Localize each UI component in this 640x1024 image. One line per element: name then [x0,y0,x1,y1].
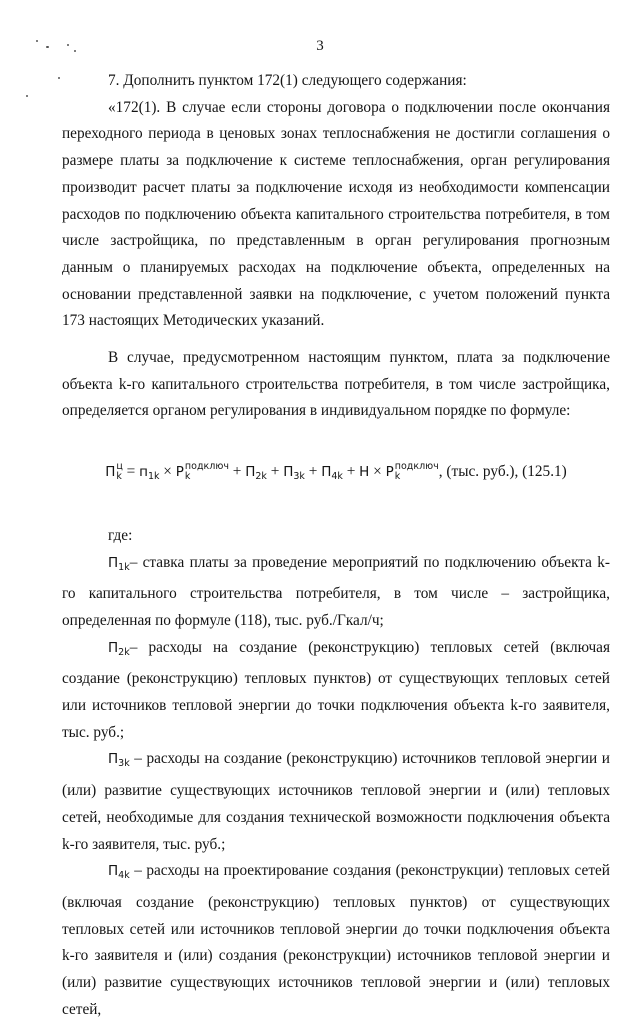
formula-power-1: P подключ k [175,461,229,483]
document-body [62,68,610,1024]
formula-125-1: П ц k = $п_{1k} \times P$ подключ k + $П_{2k} + П_{3k} + П_{4k} + Н \times P$ подключ k , (тыс. руб.), (125.1) [105,461,567,483]
formula-term-1: $п_{1k}$ [139,464,160,483]
where-label: где: [108,526,133,544]
scan-speck [58,77,60,79]
symbol-p3k: $П_{3k}$ [108,751,130,770]
page-number: 3 [316,38,324,54]
definition-p3k: $П_{3k}$ – расходы на создание (реконструкцию) источников тепловой энергии и (или) развитие существующих источников тепловой энергии и (или) тепловых сетей, необходимые для создания технической возможности подключения объекта k-го заявителя, тыс. руб.; [62,750,610,853]
paragraph-172-1: «172(1). В случае если стороны договора о подключении после окончания переходного периода в ценовых зонах теплоснабжения не достигли соглашения о размере платы за подключение к системе теплоснабжения, орган регулирования производит расчет платы за подключение исходя из необходимости компенсации расходов по подключению объекта капитального строительства потребителя, в том числе застройщика, по представленным в орган регулирования прогнозным данным о планируемых расходах на подключение объекта, определенных на основании представленной заявки на подключение, с учетом положений пункта 173 настоящих Методических указаний. [62,98,610,330]
formula-term-4: $П_{4k}$ [321,464,343,483]
formula-lhs: П ц k [105,461,123,483]
paragraph-item-7: 7. Дополнить пунктом 172(1) следующего содержания: [108,72,467,89]
formula-tail: , (тыс. руб.), (125.1) [438,463,567,481]
formula-term-3: $П_{3k}$ [283,464,305,483]
formula-term-2: $П_{2k}$ [245,464,267,483]
definition-p1k: $П_{1k}-$ ставка платы за проведение мероприятий по подключению объекта k-го капитального строительства потребителя, в том числе – застройщика, определенная по формуле (118), тыс. руб./Гкал/ч; [62,553,610,629]
scan-speck [26,95,28,97]
definition-p2k: $П_{2k}-$ расходы на создание (реконструкцию) тепловых сетей (включая создание (реконструкцию) тепловых пунктов) от существующих тепловых сетей или источников тепловой энергии до точки подключения объекта k-го заявителя, тыс. руб.; [62,638,610,741]
symbol-p1k: $П_{1k}$ [108,554,130,573]
formula-power-2: P подключ k [385,461,439,483]
symbol-p4k: $П_{4k}$ [108,863,130,882]
paragraph-formula-intro: В случае, предусмотренном настоящим пунктом, плата за подключение объекта k-го капитального строительства потребителя, в том числе застройщика, определяется органом регулирования в индивидуальном порядке по формуле: [62,349,610,420]
definition-p4k: $П_{4k}$ – расходы на проектирование создания (реконструкции) тепловых сетей (включая создание (реконструкцию) тепловых пунктов) от существующих тепловых сетей или источников тепловой энергии до точки подключения объекта k-го заявителя и (или) создания (реконструкции) источников тепловой энергии и (или) развитие существующих источников тепловой энергии и (или) тепловых сетей, [62,862,610,1018]
symbol-p2k: $П_{2k}$ [108,639,130,658]
formula-h: Н [359,464,370,481]
